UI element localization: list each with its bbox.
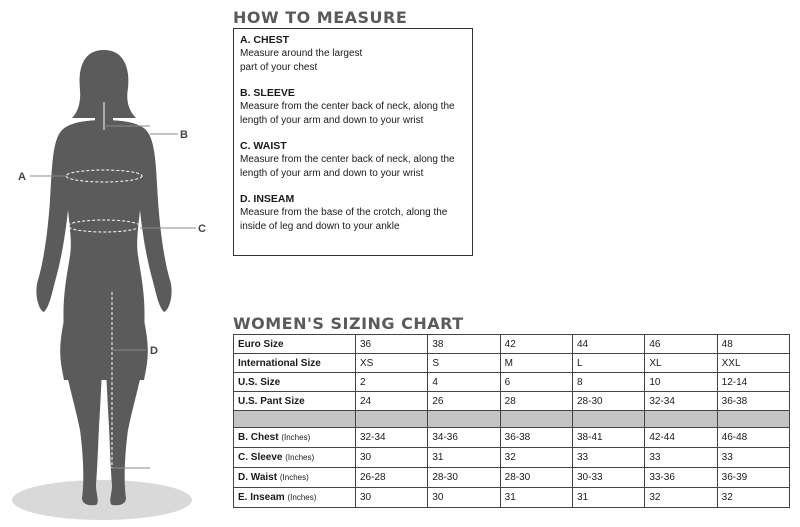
table-row (234, 448, 790, 468)
body-measurement-figure (0, 30, 220, 527)
row-label-text: International Size (238, 357, 321, 369)
row-label (234, 468, 356, 488)
row-label-text: C. Sleeve (238, 452, 283, 463)
table-cell: 30-33 (572, 468, 644, 488)
table-cell: 46-48 (717, 428, 789, 448)
table-cell: 32 (717, 488, 789, 508)
separator-cell (234, 411, 356, 428)
table-cell: 32 (500, 448, 572, 468)
separator-cell (428, 411, 500, 428)
table-cell: 32 (645, 488, 717, 508)
table-cell: 38 (428, 335, 500, 354)
label-b: B (180, 129, 188, 141)
table-cell: 28-30 (572, 392, 644, 411)
table-cell: 8 (572, 373, 644, 392)
table-cell: 32-34 (356, 428, 428, 448)
row-label (234, 354, 356, 373)
table-cell: XL (645, 354, 717, 373)
table-cell: 10 (645, 373, 717, 392)
measure-desc: Measure from the base of the crotch, along the inside of leg and down to your ankle (240, 207, 448, 232)
measure-desc: Measure from the center back of neck, along the length of your arm and down to your wrist (240, 154, 455, 179)
table-cell: 26 (428, 392, 500, 411)
table-cell: 30 (356, 488, 428, 508)
table-cell: 32-34 (645, 392, 717, 411)
separator-cell (645, 411, 717, 428)
table-cell: 33 (717, 448, 789, 468)
table-cell: 28-30 (500, 468, 572, 488)
table-cell: 33 (572, 448, 644, 468)
row-label-text: B. Chest (238, 432, 279, 443)
table-cell: 30 (428, 488, 500, 508)
measure-item-chest (240, 33, 466, 75)
table-cell: 46 (645, 335, 717, 354)
measure-item-waist (240, 139, 466, 181)
label-c: C (198, 223, 206, 235)
table-cell: 36-39 (717, 468, 789, 488)
table-cell: 31 (500, 488, 572, 508)
table-cell: 36-38 (717, 392, 789, 411)
measure-title: C. WAIST (240, 140, 287, 152)
table-cell: 48 (717, 335, 789, 354)
table-cell: 33 (645, 448, 717, 468)
table-cell: L (572, 354, 644, 373)
separator-cell (717, 411, 789, 428)
table-cell: M (500, 354, 572, 373)
ground-shadow (12, 480, 192, 520)
measure-desc: Measure from the center back of neck, along the length of your arm and down to your wrist (240, 101, 455, 126)
row-label-text: E. Inseam (238, 492, 285, 503)
row-label-text: Euro Size (238, 338, 284, 350)
table-cell: 31 (572, 488, 644, 508)
label-a: A (18, 171, 26, 183)
table-cell: 24 (356, 392, 428, 411)
table-cell: XXL (717, 354, 789, 373)
row-label (234, 448, 356, 468)
sizing-chart-heading: WOMEN'S SIZING CHART (233, 314, 464, 333)
row-unit: (Inches) (279, 473, 309, 482)
measure-desc: Measure around the largest part of your chest (240, 48, 363, 73)
measure-item-sleeve (240, 86, 466, 128)
table-cell: 36-38 (500, 428, 572, 448)
row-unit: (Inches) (281, 433, 311, 442)
table-cell: S (428, 354, 500, 373)
table-cell: 4 (428, 373, 500, 392)
table-separator-row (234, 411, 790, 428)
how-to-measure-heading: HOW TO MEASURE (233, 8, 408, 27)
row-label (234, 335, 356, 354)
table-cell: 42-44 (645, 428, 717, 448)
label-d: D (150, 345, 158, 357)
table-cell: 33-36 (645, 468, 717, 488)
measure-title: B. SLEEVE (240, 87, 295, 99)
row-label (234, 488, 356, 508)
row-unit: (Inches) (285, 453, 315, 462)
separator-cell (572, 411, 644, 428)
table-cell: 42 (500, 335, 572, 354)
table-row (234, 335, 790, 354)
table-cell: 26-28 (356, 468, 428, 488)
row-label-text: U.S. Pant Size (238, 395, 305, 407)
table-cell: 28-30 (428, 468, 500, 488)
sizing-chart-table (233, 334, 790, 508)
row-label (234, 392, 356, 411)
table-cell: 38-41 (572, 428, 644, 448)
how-to-measure-box (233, 28, 473, 256)
table-row (234, 488, 790, 508)
table-cell: 6 (500, 373, 572, 392)
row-label (234, 373, 356, 392)
row-label-text: U.S. Size (238, 376, 281, 388)
table-cell: 34-36 (428, 428, 500, 448)
table-cell: 31 (428, 448, 500, 468)
row-label (234, 428, 356, 448)
table-row (234, 468, 790, 488)
separator-cell (500, 411, 572, 428)
measure-title: A. CHEST (240, 34, 290, 46)
measure-title: D. INSEAM (240, 193, 295, 205)
table-row (234, 392, 790, 411)
table-row (234, 354, 790, 373)
table-cell: 36 (356, 335, 428, 354)
table-cell: 28 (500, 392, 572, 411)
separator-cell (356, 411, 428, 428)
table-cell: 2 (356, 373, 428, 392)
table-cell: 30 (356, 448, 428, 468)
sizing-chart-body (234, 335, 790, 508)
row-label-text: D. Waist (238, 472, 278, 483)
row-unit: (Inches) (287, 493, 317, 502)
table-cell: 44 (572, 335, 644, 354)
table-cell: 12-14 (717, 373, 789, 392)
measure-item-inseam (240, 192, 466, 234)
table-row (234, 428, 790, 448)
table-row (234, 373, 790, 392)
table-cell: XS (356, 354, 428, 373)
